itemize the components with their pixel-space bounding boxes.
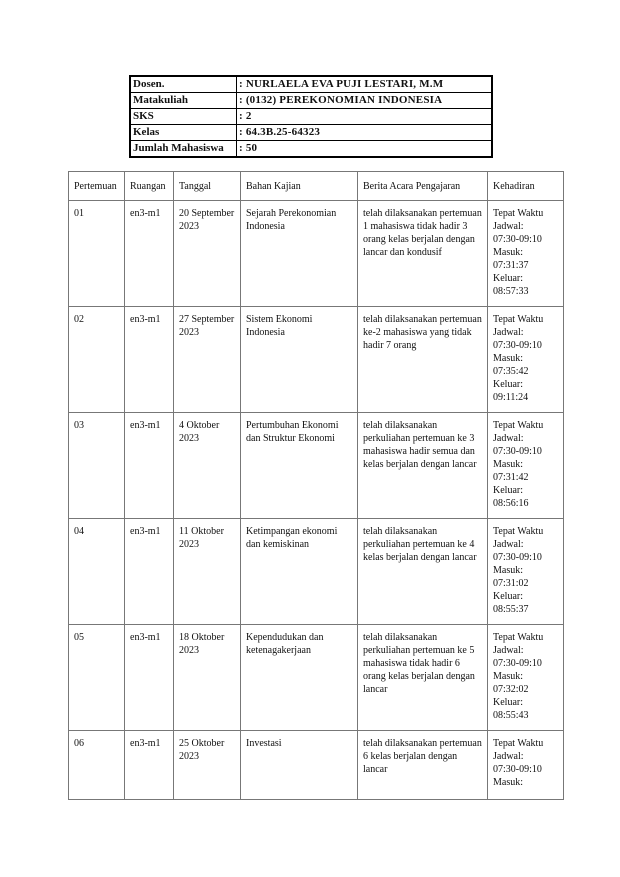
jadwal-label: Jadwal:: [493, 221, 524, 232]
header-tanggal: Tanggal: [174, 172, 241, 201]
header-pertemuan: Pertemuan: [69, 172, 125, 201]
cell-tanggal: 11 Oktober 2023: [174, 519, 241, 625]
cell-berita-acara: telah dilaksanakan perkuliahan pertemuan ke 5 mahasiswa tidak hadir 6 orang kelas berjalan dengan lancar: [358, 625, 488, 731]
masuk-value: 07:31:02: [493, 578, 529, 589]
table-row: [69, 519, 564, 625]
keluar-label: Keluar:: [493, 379, 523, 390]
cell-tanggal: 4 Oktober 2023: [174, 413, 241, 519]
cell-ruangan: en3-m1: [125, 731, 174, 800]
info-row-sks: [130, 109, 492, 125]
masuk-label: Masuk:: [493, 459, 523, 470]
table-row: [69, 413, 564, 519]
keluar-label: Keluar:: [493, 697, 523, 708]
jadwal-label: Jadwal:: [493, 327, 524, 338]
cell-berita-acara: telah dilaksanakan pertemuan 1 mahasiswa tidak hadir 3 orang kelas berjalan dengan lancar dan kondusif: [358, 201, 488, 307]
info-value: : NURLAELA EVA PUJI LESTARI, M.M: [237, 76, 493, 93]
cell-bahan-kajian: Sistem Ekonomi Indonesia: [241, 307, 358, 413]
kehadiran-status: Tepat Waktu: [493, 208, 544, 219]
masuk-value: 07:31:37: [493, 260, 529, 271]
keluar-value: 08:55:43: [493, 710, 529, 721]
header-bahan-kajian: Bahan Kajian: [241, 172, 358, 201]
masuk-value: 07:32:02: [493, 684, 529, 695]
jadwal-value: 07:30-09:10: [493, 234, 542, 245]
masuk-value: 07:31:42: [493, 472, 529, 483]
jadwal-value: 07:30-09:10: [493, 658, 542, 669]
info-value: : 2: [237, 109, 493, 125]
jadwal-value: 07:30-09:10: [493, 764, 542, 775]
table-row: [69, 731, 564, 800]
cell-ruangan: en3-m1: [125, 625, 174, 731]
cell-tanggal: 25 Oktober 2023: [174, 731, 241, 800]
cell-berita-acara: telah dilaksanakan perkuliahan pertemuan ke 4 kelas berjalan dengan lancar: [358, 519, 488, 625]
cell-bahan-kajian: Sejarah Perekonomian Indonesia: [241, 201, 358, 307]
info-value: : (0132) PEREKONOMIAN INDONESIA: [237, 93, 493, 109]
header-ruangan: Ruangan: [125, 172, 174, 201]
cell-kehadiran: [488, 519, 564, 625]
cell-kehadiran: [488, 413, 564, 519]
cell-pertemuan: 01: [69, 201, 125, 307]
jadwal-value: 07:30-09:10: [493, 552, 542, 563]
info-row-matakuliah: [130, 93, 492, 109]
cell-pertemuan: 06: [69, 731, 125, 800]
table-row: [69, 201, 564, 307]
cell-tanggal: 27 September 2023: [174, 307, 241, 413]
cell-pertemuan: 02: [69, 307, 125, 413]
keluar-value: 09:11:24: [493, 392, 529, 403]
cell-bahan-kajian: Investasi: [241, 731, 358, 800]
cell-pertemuan: 04: [69, 519, 125, 625]
header-berita-acara: Berita Acara Pengajaran: [358, 172, 488, 201]
kehadiran-status: Tepat Waktu: [493, 738, 544, 749]
keluar-label: Keluar:: [493, 591, 523, 602]
masuk-label: Masuk:: [493, 671, 523, 682]
kehadiran-status: Tepat Waktu: [493, 314, 544, 325]
cell-kehadiran: [488, 625, 564, 731]
masuk-label: Masuk:: [493, 247, 523, 258]
cell-bahan-kajian: Pertumbuhan Ekonomi dan Struktur Ekonomi: [241, 413, 358, 519]
info-row-dosen: [130, 76, 492, 93]
keluar-value: 08:55:37: [493, 604, 529, 615]
attendance-table: [68, 171, 564, 800]
masuk-label: Masuk:: [493, 565, 523, 576]
jadwal-value: 07:30-09:10: [493, 446, 542, 457]
jadwal-label: Jadwal:: [493, 433, 524, 444]
cell-pertemuan: 05: [69, 625, 125, 731]
info-label: SKS: [130, 109, 237, 125]
kehadiran-status: Tepat Waktu: [493, 420, 544, 431]
keluar-value: 08:56:16: [493, 498, 529, 509]
info-row-kelas: [130, 125, 492, 141]
cell-berita-acara: telah dilaksanakan pertemuan 6 kelas berjalan dengan lancar: [358, 731, 488, 800]
jadwal-label: Jadwal:: [493, 645, 524, 656]
table-row: [69, 307, 564, 413]
cell-ruangan: en3-m1: [125, 201, 174, 307]
cell-kehadiran: [488, 731, 564, 800]
jadwal-value: 07:30-09:10: [493, 340, 542, 351]
keluar-label: Keluar:: [493, 273, 523, 284]
cell-kehadiran: [488, 307, 564, 413]
info-value: : 50: [237, 141, 493, 158]
course-info-table: [129, 75, 493, 158]
masuk-label: Masuk:: [493, 353, 523, 364]
cell-tanggal: 20 September 2023: [174, 201, 241, 307]
keluar-label: Keluar:: [493, 485, 523, 496]
cell-ruangan: en3-m1: [125, 307, 174, 413]
header-kehadiran: Kehadiran: [488, 172, 564, 201]
cell-tanggal: 18 Oktober 2023: [174, 625, 241, 731]
info-label: Matakuliah: [130, 93, 237, 109]
info-label: Kelas: [130, 125, 237, 141]
info-label: Dosen.: [130, 76, 237, 93]
masuk-label: Masuk:: [493, 777, 523, 788]
jadwal-label: Jadwal:: [493, 751, 524, 762]
info-value: : 64.3B.25-64323: [237, 125, 493, 141]
keluar-value: 08:57:33: [493, 286, 529, 297]
cell-berita-acara: telah dilaksanakan pertemuan ke-2 mahasiswa yang tidak hadir 7 orang: [358, 307, 488, 413]
cell-berita-acara: telah dilaksanakan perkuliahan pertemuan ke 3 mahasiswa hadir semua dan kelas berjalan dengan lancar: [358, 413, 488, 519]
masuk-value: 07:35:42: [493, 366, 529, 377]
kehadiran-status: Tepat Waktu: [493, 526, 544, 537]
cell-bahan-kajian: Kependudukan dan ketenagakerjaan: [241, 625, 358, 731]
cell-bahan-kajian: Ketimpangan ekonomi dan kemiskinan: [241, 519, 358, 625]
kehadiran-status: Tepat Waktu: [493, 632, 544, 643]
table-header-row: [69, 172, 564, 201]
cell-pertemuan: 03: [69, 413, 125, 519]
jadwal-label: Jadwal:: [493, 539, 524, 550]
cell-ruangan: en3-m1: [125, 519, 174, 625]
cell-ruangan: en3-m1: [125, 413, 174, 519]
info-label: Jumlah Mahasiswa: [130, 141, 237, 158]
info-row-jumlah: [130, 141, 492, 158]
cell-kehadiran: [488, 201, 564, 307]
table-row: [69, 625, 564, 731]
